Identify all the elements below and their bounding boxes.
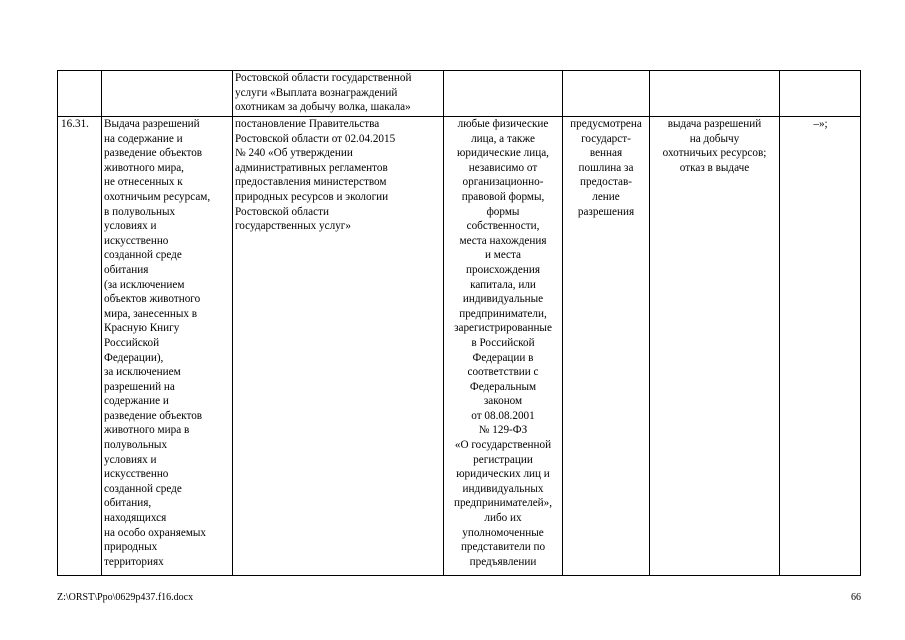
file-path: Z:\ORST\Ppo\0629p437.f16.docx xyxy=(57,592,194,603)
data-table xyxy=(57,70,861,576)
payment-info: предусмотрена государст- венная пошлина за предостав- ление разрешения xyxy=(570,118,642,218)
legal-basis: постановление Правительства Ростовской области от 02.04.2015 № 240 «Об утверждении административных регламентов предоставления министерством природных ресурсов и экологии Ростовской области государственных услуг» xyxy=(235,118,396,233)
page-number: 66 xyxy=(851,592,861,603)
service-result: выдача разрешений на добычу охотничьих ресурсов; отказ в выдаче xyxy=(662,118,767,174)
service-name: Выдача разрешений на содержание и разведение объектов животного мира, не отнесенных к охотничьим ресурсам, в полувольных условиях и искусственно созданной среде обитания (за исключением объектов животного мира, занесенных в Красную Книгу Российской Федерации), за исключением разрешений на содержание и разведение объектов животного мира в полувольных условиях и искусственно созданной среде обитания, находящихся на особо охраняемых природных территориях xyxy=(104,118,211,568)
row-number: 16.31. xyxy=(61,118,89,130)
continuation-basis-text: Ростовской области государственной услуги «Выплата вознаграждений охотникам за добычу волка, шакала» xyxy=(235,72,412,114)
column-divider xyxy=(232,71,233,575)
column-divider xyxy=(779,71,780,575)
column-divider xyxy=(101,71,102,575)
applicants: любые физические лица, а также юридические лица, независимо от организационно- правовой формы, формы собственности, места нахождения и места происхождения капитала, или индивидуальные предприниматели, зарегистрированные в Российской Федерации в соответствии с Федеральным законом от 08.08.2001 № 129-ФЗ «О государственной регистрации юридических лиц и индивидуальных предпринимателей», либо их уполномоченные представители по предъявлении xyxy=(453,118,553,568)
closing-mark: –»; xyxy=(813,118,828,130)
